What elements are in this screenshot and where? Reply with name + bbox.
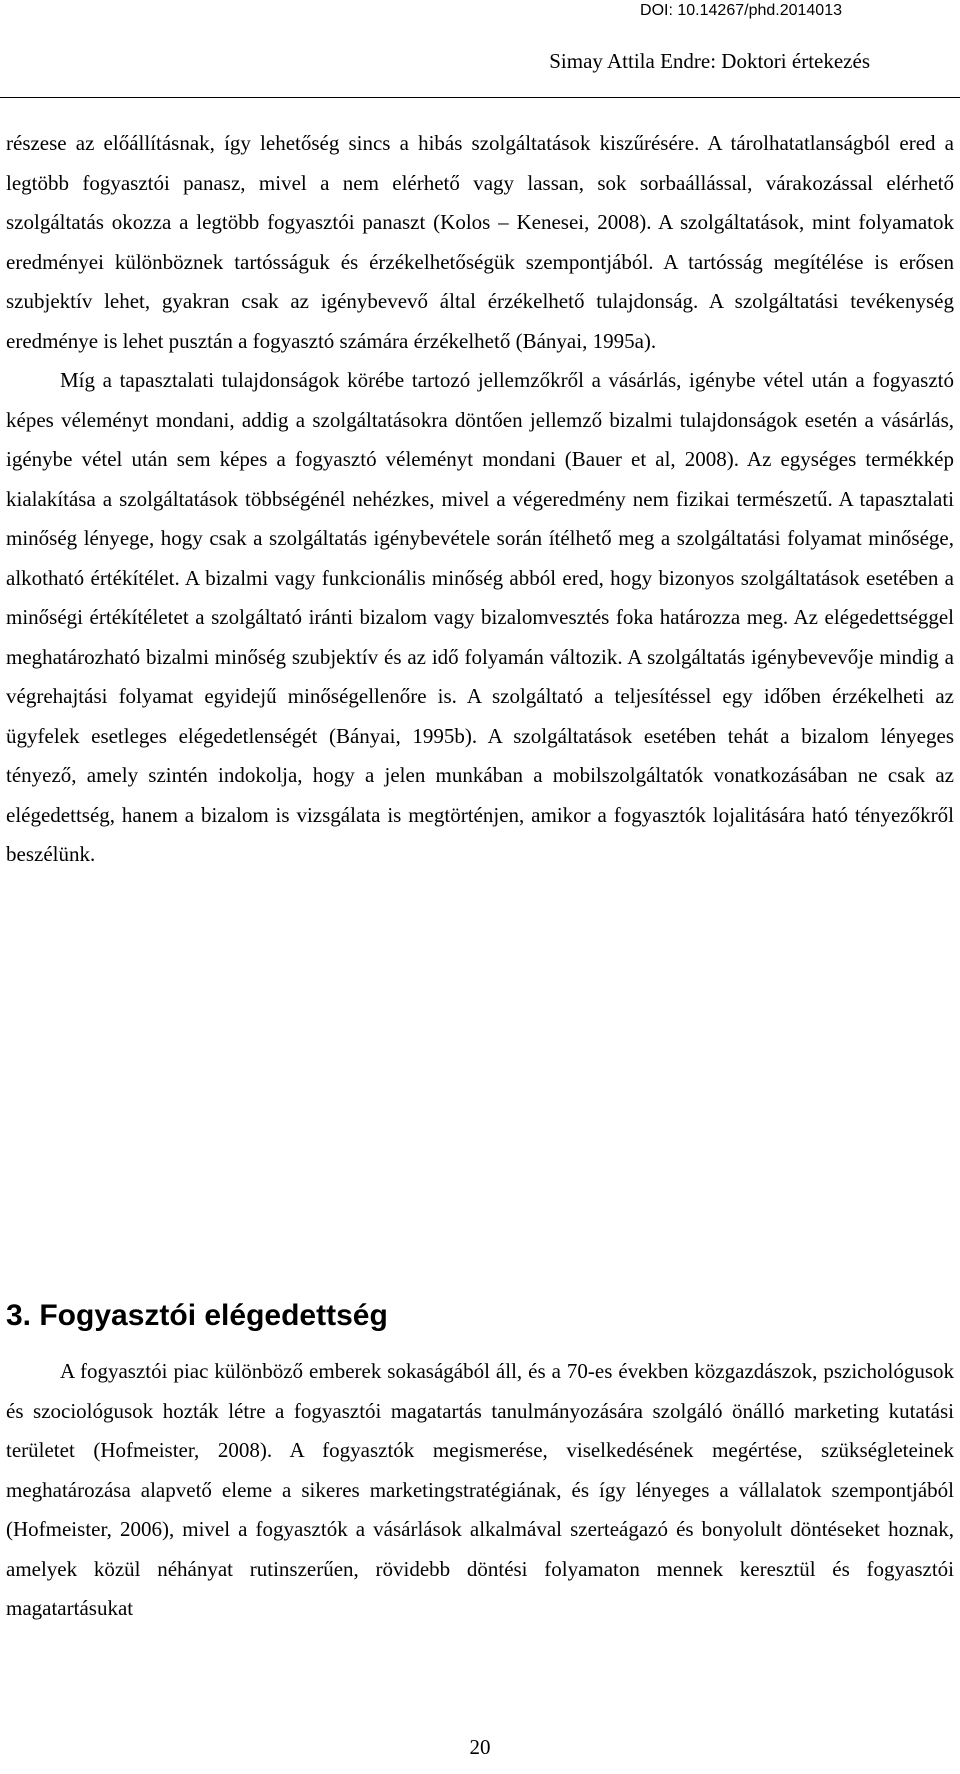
page-number: 20 [469,1735,491,1759]
paragraph-1: részese az előállításnak, így lehetőség sincs a hibás szolgáltatások kiszűrésére. A tárolhatatlanságból ered a legtöbb fogyasztói panasz, mivel a nem elérhető vagy lassan, sok sorbaállással, várakozással elérhető szolgáltatás okozza a legtöbb fogyasztói panaszt (Kolos – Kenesei, 2008). A szolgáltatások, mint folyamatok eredményei különböznek tartósságuk és érzékelhetőségük szempontjából. A tartósság megítélése is erősen szubjektív lehet, gyakran csak az igénybevevő által érzékelhető tulajdonság. A szolgáltatási tevékenység eredménye is lehet pusztán a fogyasztó számára érzékelhető (Bányai, 1995a). [6,131,954,353]
body-text-top [6,124,954,875]
doi-label: DOI: 10.14267/phd.2014013 [640,2,842,19]
header-rule [0,97,960,98]
section-heading: 3. Fogyasztói elégedettség [6,1299,388,1332]
paragraph-2: Míg a tapasztalati tulajdonságok körébe tartozó jellemzőkről a vásárlás, igénybe vétel után a fogyasztó képes véleményt mondani, addig a szolgáltatásokra döntően jellemző bizalmi tulajdonságok esetén a vásárlás, igénybe vétel után sem képes a fogyasztó véleményt mondani (Bauer et al, 2008). Az egységes termékkép kialakítása a szolgáltatások többségénél nehézkes, mivel a végeredmény nem fizikai természetű. A tapasztalati minőség lényege, hogy csak a szolgáltatás igénybevétele során ítélhető meg a szolgáltatási folyamat minősége, alkotható értékítélet. A bizalmi vagy funkcionális minőség abból ered, hogy bizonyos szolgáltatások esetében a minőségi értékítéletet a szolgáltató iránti bizalom vagy bizalomvesztés foka határozza meg. Az elégedettséggel meghatározható bizalmi minőség szubjektív és az idő folyamán változik. A szolgáltatás igénybevevője mindig a végrehajtási folyamat egyidejű minőségellenőre is. A szolgáltató a teljesítéssel egy időben érzékelheti az ügyfelek esetleges elégedetlenségét (Bányai, 1995b). A szolgáltatások esetében tehát a bizalom lényeges tényező, amely szintén indokolja, hogy a jelen munkában a mobilszolgáltatók vonatkozásában ne csak az elégedettség, hanem a bizalom is vizsgálata is megtörténjen, amikor a fogyasztók lojalitására ható tényezőkről beszélünk. [6,368,954,866]
paragraph-3: A fogyasztói piac különböző emberek sokaságából áll, és a 70-es években közgazdászok, pszichológusok és szociológusok hozták létre a fogyasztói magatartás tanulmányozására szolgáló önálló marketing kutatási területet (Hofmeister, 2008). A fogyasztók megismerése, viselkedésének megértése, szükségleteinek meghatározása alapvető eleme a sikeres marketingstratégiának, és így lényeges a vállalatok szempontjából (Hofmeister, 2006), mivel a fogyasztók a vásárlások alkalmával szerteágazó és bonyolult döntéseket hoznak, amelyek közül néhányat rutinszerűen, rövidebb döntési folyamaton mennek keresztül és fogyasztói magatartásukat [6,1359,954,1620]
running-header: Simay Attila Endre: Doktori értekezés [549,49,870,73]
body-text-bottom [6,1352,954,1629]
